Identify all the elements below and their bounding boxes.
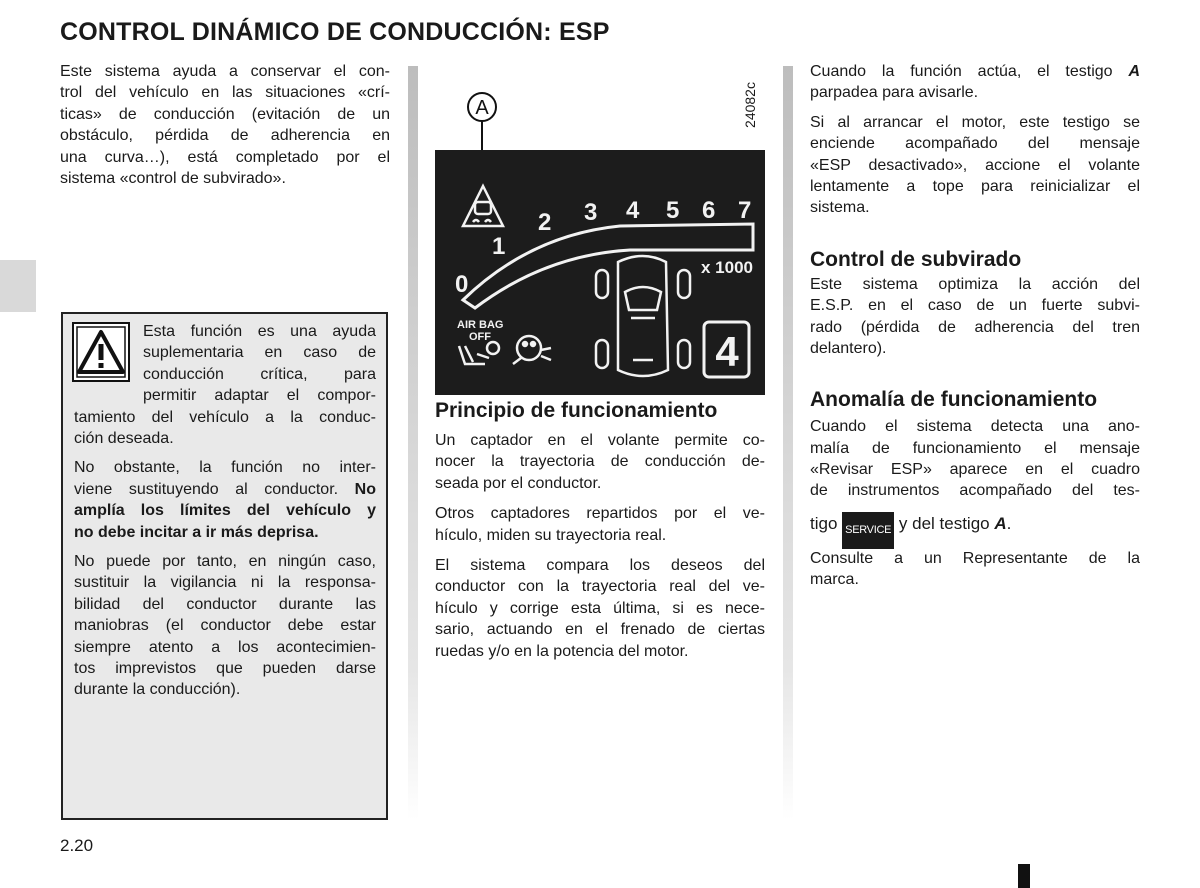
text-line: trol del vehículo en las situaciones «crí-: [60, 84, 390, 102]
service-line: [810, 512, 1140, 536]
text-span: tigo: [810, 513, 838, 533]
text-line: Si al arrancar el motor, este testigo se: [810, 113, 1140, 131]
gauge-number: 0: [455, 271, 469, 298]
dashboard-figure: [435, 150, 765, 395]
gauge-number: 3: [584, 199, 598, 226]
warning-text-top: [143, 323, 376, 409]
text-line: No obstante, la función no inter-: [74, 459, 376, 477]
text-line: ción deseada.: [74, 429, 174, 447]
text-line: parpadea para avisarle.: [810, 84, 979, 102]
text-line-bold: amplía los límites del vehículo y: [74, 502, 376, 520]
text-line: El sistema compara los deseos del: [435, 556, 765, 574]
text-line: Cuando el sistema detecta una ano-: [810, 418, 1140, 436]
page-number: 2.20: [60, 836, 94, 855]
text-span: viene sustituyendo al conductor.: [74, 480, 339, 498]
text-line: una curva…), está completado por el: [60, 148, 390, 166]
figure-ref-code: 24082c: [742, 82, 758, 128]
text-line: [74, 481, 376, 502]
text-line: rado (pérdida de adherencia del tren: [810, 318, 1140, 336]
text-line: siempre atento a los acontecimien-: [74, 638, 376, 656]
section-heading: Control de subvirado: [810, 247, 1022, 271]
text-line: Esta función es una ayuda: [143, 323, 376, 340]
text-line: sistema.: [810, 199, 870, 217]
text-line: bilidad del conductor durante las: [74, 595, 376, 613]
warning-triangle-icon: [72, 322, 130, 382]
gauge-number: 2: [538, 209, 552, 236]
airbag-off-label: OFF: [469, 331, 491, 343]
text-line: Un captador en el volante permite co-: [435, 432, 765, 449]
gauge-number: 1: [492, 233, 506, 260]
gauge-number: 4: [626, 197, 640, 224]
text-line: nocer la trayectoria de conducción de-: [435, 453, 765, 471]
page-edge-marker: [1018, 864, 1030, 888]
text-line: lentamente a tope para reinicializar el: [810, 177, 1140, 195]
text-line: durante la conducción).: [74, 681, 241, 699]
text-line: maniobras (el conductor debe estar: [74, 617, 376, 635]
text-line: Otros captadores repartidos por el ve-: [435, 505, 765, 523]
text-line: tamiento del vehículo a la conduc-: [74, 408, 376, 426]
intro-paragraph: [60, 63, 390, 191]
service-warning-icon: SERVICE: [842, 512, 894, 549]
bold-text: No: [354, 480, 376, 498]
text-line: hículo, miden su trayectoria real.: [435, 526, 667, 544]
text-line: suplementaria en caso de: [143, 344, 376, 362]
text-line: «ESP desactivado», accione el volante: [810, 156, 1140, 174]
text-line: No puede por tanto, en ningún caso,: [74, 552, 376, 570]
text-line: ruedas y/o en la potencia del motor.: [435, 642, 689, 660]
text-line: obstáculo, pérdida de adherencia en: [60, 127, 390, 145]
text-line: Consulte a un Representante de la: [810, 549, 1140, 567]
text-span: y del testigo: [898, 513, 990, 533]
section-heading: Principio de funcionamiento: [435, 399, 718, 422]
section-tab-marker: [0, 260, 36, 312]
gauge-number: 6: [702, 197, 716, 224]
text-line: [810, 63, 1140, 84]
text-line: conducción crítica, para: [143, 365, 376, 383]
column-divider: [408, 66, 418, 820]
text-span: .: [1006, 513, 1012, 533]
text-line-bold: no debe incitar a ir más deprisa.: [74, 523, 319, 541]
column-2: [435, 399, 765, 664]
warning-text-bottom: [74, 409, 376, 703]
rpm-multiplier: x 1000: [701, 258, 753, 277]
column-divider: [783, 66, 793, 820]
text-line: E.S.P. en el caso de un fuerte subvi-: [810, 297, 1140, 315]
text-line: sistema «control de subvirado».: [60, 169, 286, 187]
gauge-number: 5: [666, 197, 680, 224]
text-span: Cuando la función actúa, el testigo: [810, 63, 1113, 80]
gear-number: 4: [715, 328, 739, 375]
bold-italic-letter: A: [1128, 63, 1140, 80]
text-line: tos imprevistos que pueden darse: [74, 659, 376, 677]
text-line: enciende acompañado del mensaje: [810, 135, 1140, 153]
callout-letter: A: [475, 97, 489, 119]
text-line: sustituir la vigilancia ni la responsa-: [74, 574, 376, 592]
section-heading: Anomalía de funcionamiento: [810, 388, 1098, 412]
text-line: hículo y corrige esta última, si es nece-: [435, 599, 765, 617]
text-line: seada por el conductor.: [435, 474, 602, 492]
text-line: malía de funcionamiento el mensaje: [810, 439, 1140, 457]
airbag-label: AIR BAG: [457, 319, 504, 331]
text-line: ticas» de conducción (evitación de un: [60, 105, 390, 123]
text-line: de instrumentos acompañado del tes-: [810, 482, 1140, 500]
text-line: permitir adaptar el compor-: [143, 387, 376, 405]
text-line: Este sistema ayuda a conservar el con-: [60, 63, 390, 80]
bold-italic-letter: A: [994, 513, 1007, 533]
text-line: «Revisar ESP» aparece en el cuadro: [810, 461, 1140, 479]
text-line: sario, actuando en el frenado de ciertas: [435, 621, 765, 639]
figure-ref: [735, 65, 765, 145]
text-line: delantero).: [810, 339, 887, 357]
gauge-number: 7: [738, 197, 752, 224]
text-line: Este sistema optimiza la acción del: [810, 275, 1140, 293]
page-title: CONTROL DINÁMICO DE CONDUCCIÓN: ESP: [60, 18, 610, 46]
text-line: marca.: [810, 571, 859, 589]
text-line: conductor con la trayectoria real del ve-: [435, 578, 765, 596]
column-3: [810, 63, 1140, 593]
